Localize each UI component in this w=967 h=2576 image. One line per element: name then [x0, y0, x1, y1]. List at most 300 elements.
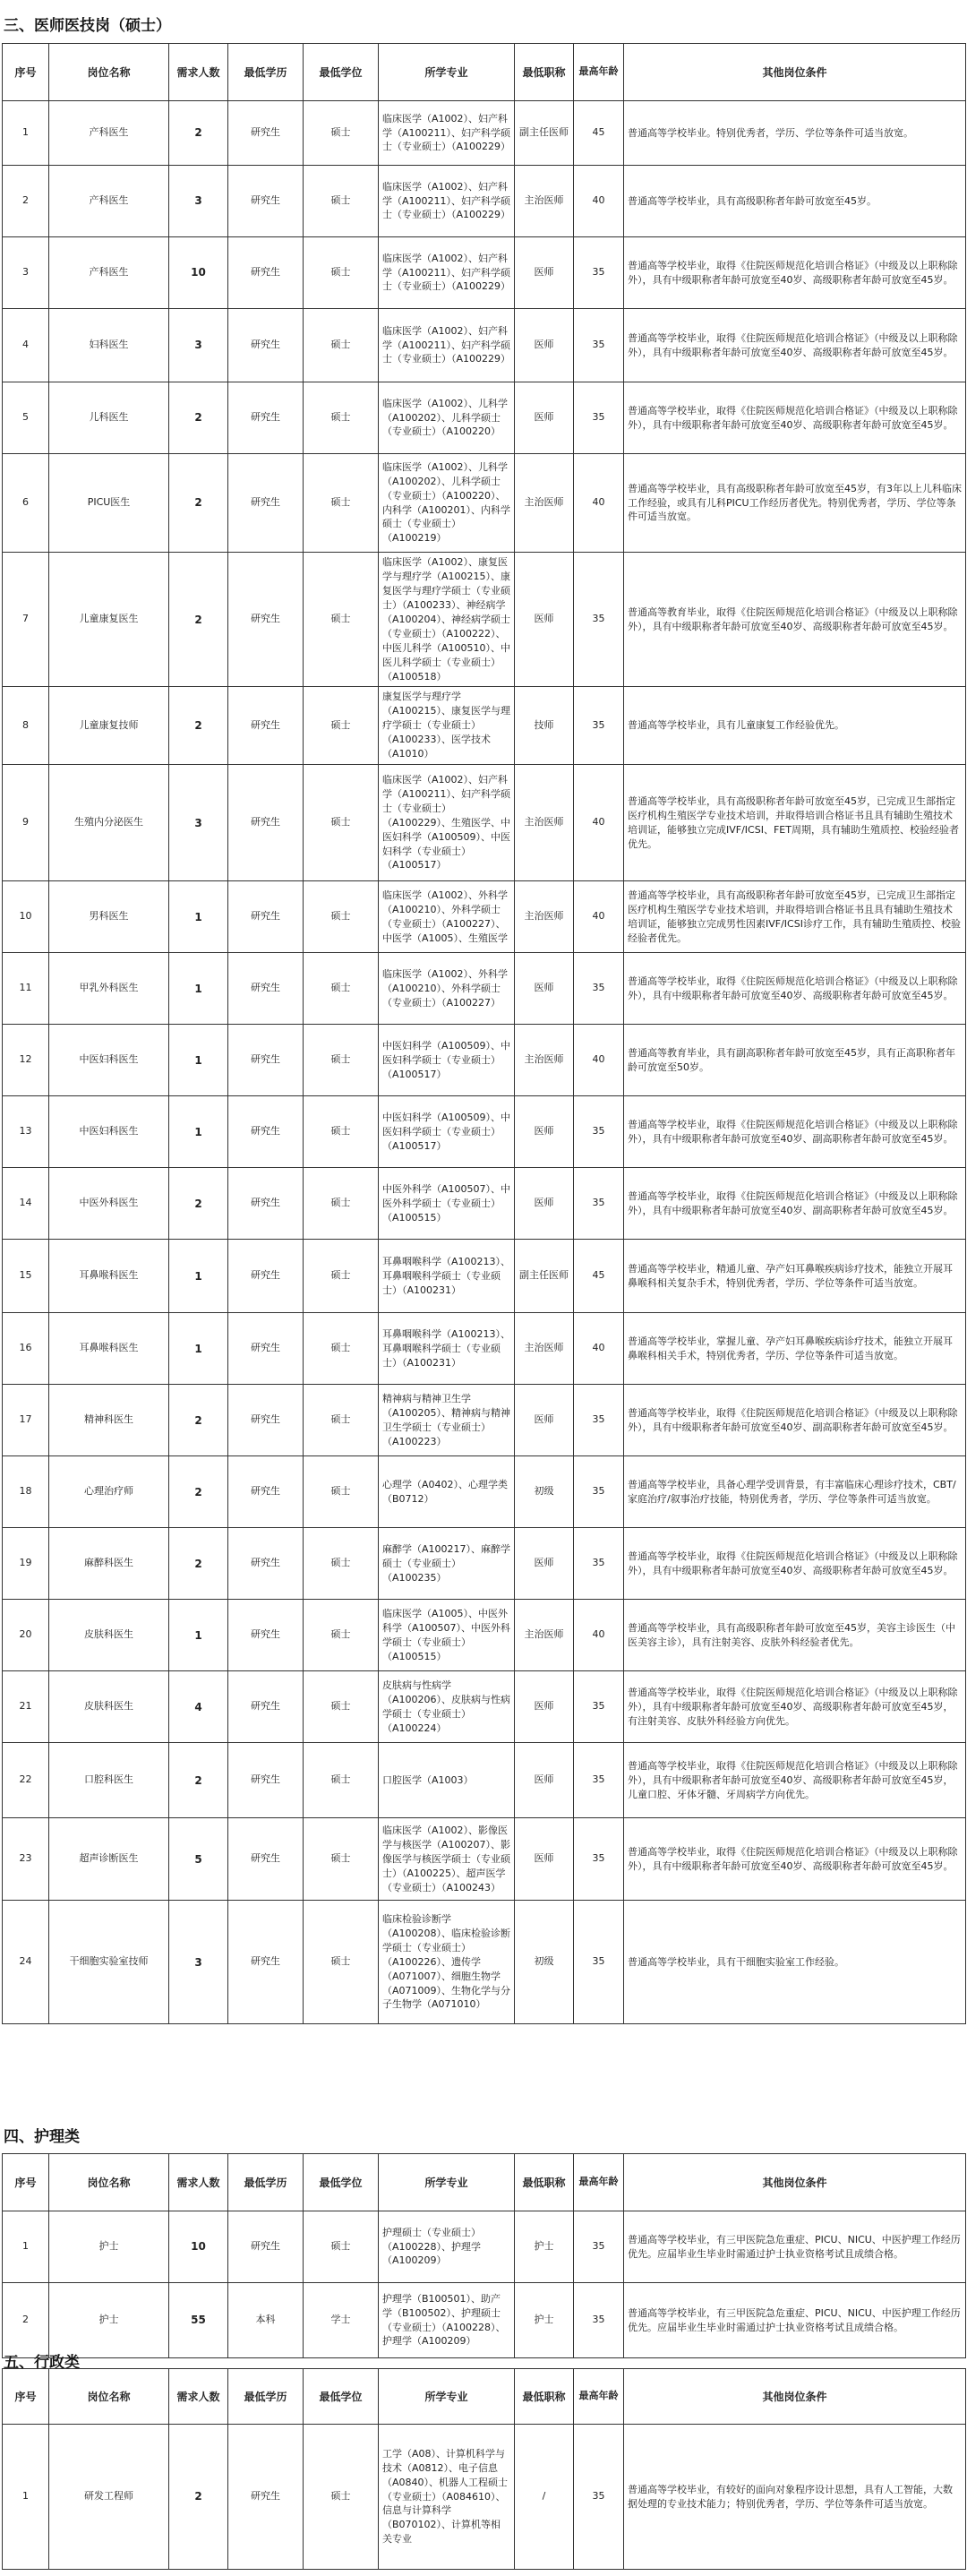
seq-cell: 17 [3, 1385, 49, 1456]
degree-cell: 硕士 [304, 2425, 379, 2570]
other-cell: 普通高等学校毕业，取得《住院医师规范化培训合格证》（中级及以上职称除外），具有中级职称者年龄可放宽至40岁、高级职称者年龄可放宽至45岁。 [624, 309, 966, 382]
other-cell: 普通高等学校毕业，取得《住院医师规范化培训合格证》（中级及以上职称除外），具有中级职称者年龄可放宽至40岁、高级职称者年龄可放宽至45岁。 [624, 237, 966, 309]
degree-cell: 硕士 [304, 166, 379, 237]
major-cell: 口腔医学（A1003） [379, 1743, 515, 1818]
title-cell: 主治医师 [515, 166, 574, 237]
count-cell: 2 [169, 553, 228, 687]
education-cell: 研究生 [228, 765, 304, 881]
title-cell: 医师 [515, 237, 574, 309]
education-cell: 研究生 [228, 1818, 304, 1901]
title-cell: 副主任医师 [515, 1240, 574, 1313]
header-title: 最低职称 [515, 44, 574, 101]
count-cell: 2 [169, 687, 228, 765]
degree-cell: 硕士 [304, 2211, 379, 2283]
age-cell: 40 [574, 1600, 624, 1671]
title-cell: 主治医师 [515, 1313, 574, 1385]
table-row [3, 765, 966, 881]
age-cell: 35 [574, 953, 624, 1025]
education-cell: 研究生 [228, 1671, 304, 1743]
table-row [3, 382, 966, 454]
degree-cell: 硕士 [304, 1818, 379, 1901]
other-cell: 普通高等教育毕业，具有副高职称者年龄可放宽至45岁，具有正高职称者年龄可放宽至50岁。 [624, 1025, 966, 1096]
major-cell: 临床医学（A1002）、外科学（A100210）、外科学硕士（专业硕士）（A100227）、中医学（A1005）、生殖医学 [379, 881, 515, 953]
education-cell: 研究生 [228, 553, 304, 687]
seq-cell: 12 [3, 1025, 49, 1096]
header-age: 最高年龄 [574, 44, 624, 101]
table-row [3, 2425, 966, 2570]
header-education: 最低学历 [228, 2154, 304, 2211]
header-count: 需求人数 [169, 2154, 228, 2211]
header-degree: 最低学位 [304, 2154, 379, 2211]
position-cell: 产科医生 [49, 101, 169, 166]
position-cell: 甲乳外科医生 [49, 953, 169, 1025]
header-seq: 序号 [3, 2369, 49, 2425]
header-title: 最低职称 [515, 2154, 574, 2211]
title-cell: 医师 [515, 1818, 574, 1901]
age-cell: 35 [574, 2211, 624, 2283]
position-cell: PICU医生 [49, 454, 169, 553]
major-cell: 临床医学（A1002）、妇产科学（A100211）、妇产科学硕士（专业硕士）（A100229） [379, 309, 515, 382]
header-age: 最高年龄 [574, 2154, 624, 2211]
title-cell: 医师 [515, 1168, 574, 1240]
table-row [3, 1671, 966, 1743]
title-cell: 护士 [515, 2211, 574, 2283]
header-major: 所学专业 [379, 44, 515, 101]
seq-cell: 6 [3, 454, 49, 553]
count-cell: 1 [169, 1240, 228, 1313]
section-title-physician: 三、医师医技岗（硕士） [4, 17, 171, 35]
count-cell: 2 [169, 382, 228, 454]
seq-cell: 20 [3, 1600, 49, 1671]
table-row [3, 1385, 966, 1456]
major-cell: 康复医学与理疗学（A100215）、康复医学与理疗学硕士（专业硕士）（A100233）、医学技术（A1010） [379, 687, 515, 765]
count-cell: 2 [169, 1743, 228, 1818]
table-row [3, 2211, 966, 2283]
title-cell: 医师 [515, 1671, 574, 1743]
title-cell: 主治医师 [515, 1600, 574, 1671]
table-row [3, 1528, 966, 1600]
title-cell: 主治医师 [515, 1025, 574, 1096]
education-cell: 研究生 [228, 1385, 304, 1456]
header-other: 其他岗位条件 [624, 2154, 966, 2211]
major-cell: 皮肤病与性病学（A100206）、皮肤病与性病学硕士（专业硕士）（A100224） [379, 1671, 515, 1743]
seq-cell: 1 [3, 101, 49, 166]
major-cell: 精神病与精神卫生学（A100205）、精神病与精神卫生学硕士（专业硕士）（A100223） [379, 1385, 515, 1456]
age-cell: 35 [574, 1456, 624, 1528]
other-cell: 普通高等学校毕业，具有儿童康复工作经验优先。 [624, 687, 966, 765]
degree-cell: 硕士 [304, 1385, 379, 1456]
other-cell: 普通高等学校毕业，取得《住院医师规范化培训合格证》（中级及以上职称除外），具有中级职称者年龄可放宽至40岁、高级职称者年龄可放宽至45岁。 [624, 1528, 966, 1600]
other-cell: 普通高等学校毕业。特别优秀者，学历、学位等条件可适当放宽。 [624, 101, 966, 166]
education-cell: 研究生 [228, 687, 304, 765]
education-cell: 研究生 [228, 1168, 304, 1240]
position-cell: 心理治疗师 [49, 1456, 169, 1528]
education-cell: 研究生 [228, 101, 304, 166]
degree-cell: 硕士 [304, 687, 379, 765]
title-cell: 医师 [515, 1528, 574, 1600]
other-cell: 普通高等学校毕业，有三甲医院急危重症、PICU、NICU、中医护理工作经历优先。应届毕业生毕业时需通过护士执业资格考试且成绩合格。 [624, 2211, 966, 2283]
count-cell: 2 [169, 1528, 228, 1600]
major-cell: 中医妇科学（A100509）、中医妇科学硕士（专业硕士）（A100517） [379, 1096, 515, 1168]
age-cell: 45 [574, 101, 624, 166]
education-cell: 研究生 [228, 454, 304, 553]
age-cell: 35 [574, 2425, 624, 2570]
table-row [3, 1456, 966, 1528]
table-row [3, 1168, 966, 1240]
major-cell: 临床医学（A1002）、影像医学与核医学（A100207）、影像医学与核医学硕士（专业硕士）（A100225）、超声医学（专业硕士）（A100243） [379, 1818, 515, 1901]
count-cell: 2 [169, 2425, 228, 2570]
degree-cell: 硕士 [304, 765, 379, 881]
physician-table [2, 43, 966, 2024]
header-education: 最低学历 [228, 44, 304, 101]
section-title-nursing: 四、护理类 [4, 2128, 80, 2146]
title-cell: 医师 [515, 309, 574, 382]
degree-cell: 硕士 [304, 881, 379, 953]
seq-cell: 8 [3, 687, 49, 765]
position-cell: 口腔科医生 [49, 1743, 169, 1818]
education-cell: 研究生 [228, 382, 304, 454]
other-cell: 普通高等学校毕业，取得《住院医师规范化培训合格证》（中级及以上职称除外），具有中级职称者年龄可放宽至40岁、副高职称者年龄可放宽至45岁。 [624, 1096, 966, 1168]
degree-cell: 硕士 [304, 309, 379, 382]
age-cell: 40 [574, 1025, 624, 1096]
header-other: 其他岗位条件 [624, 44, 966, 101]
header-major: 所学专业 [379, 2369, 515, 2425]
count-cell: 1 [169, 953, 228, 1025]
title-cell: 主治医师 [515, 881, 574, 953]
position-cell: 护士 [49, 2283, 169, 2358]
table-row [3, 881, 966, 953]
age-cell: 35 [574, 1901, 624, 2024]
table-row [3, 1240, 966, 1313]
position-cell: 中医妇科医生 [49, 1025, 169, 1096]
table-row [3, 1600, 966, 1671]
table-row [3, 1313, 966, 1385]
title-cell: 技师 [515, 687, 574, 765]
age-cell: 35 [574, 237, 624, 309]
count-cell: 3 [169, 309, 228, 382]
table-header-row [3, 44, 966, 101]
header-age: 最高年龄 [574, 2369, 624, 2425]
seq-cell: 21 [3, 1671, 49, 1743]
major-cell: 临床医学（A1002）、儿科学（A100202）、儿科学硕士（专业硕士）（A100220）、内科学（A100201）、内科学硕士（专业硕士）（A100219） [379, 454, 515, 553]
other-cell: 普通高等学校毕业，具有干细胞实验室工作经验。 [624, 1901, 966, 2024]
table-row [3, 553, 966, 687]
age-cell: 35 [574, 309, 624, 382]
header-seq: 序号 [3, 2154, 49, 2211]
seq-cell: 5 [3, 382, 49, 454]
table-row [3, 1096, 966, 1168]
count-cell: 1 [169, 1600, 228, 1671]
education-cell: 研究生 [228, 953, 304, 1025]
header-seq: 序号 [3, 44, 49, 101]
title-cell: 初级 [515, 1456, 574, 1528]
major-cell: 临床医学（A1002）、儿科学（A100202）、儿科学硕士（专业硕士）（A100220） [379, 382, 515, 454]
degree-cell: 硕士 [304, 237, 379, 309]
title-cell: 医师 [515, 953, 574, 1025]
table-row [3, 1901, 966, 2024]
major-cell: 麻醉学（A100217）、麻醉学硕士（专业硕士）（A100235） [379, 1528, 515, 1600]
seq-cell: 1 [3, 2425, 49, 2570]
major-cell: 临床检验诊断学（A100208）、临床检验诊断学硕士（专业硕士）（A100226）、遗传学（A071007）、细胞生物学（A071009）、生物化学与分子生物学（A071010） [379, 1901, 515, 2024]
seq-cell: 2 [3, 2283, 49, 2358]
degree-cell: 硕士 [304, 454, 379, 553]
admin-table [2, 2368, 966, 2570]
position-cell: 护士 [49, 2211, 169, 2283]
seq-cell: 22 [3, 1743, 49, 1818]
header-position: 岗位名称 [49, 44, 169, 101]
degree-cell: 硕士 [304, 1743, 379, 1818]
education-cell: 研究生 [228, 1743, 304, 1818]
other-cell: 普通高等学校毕业，取得《住院医师规范化培训合格证》（中级及以上职称除外），具有中级职称者年龄可放宽至40岁、副高职称者年龄可放宽至45岁。 [624, 1168, 966, 1240]
table-row [3, 2283, 966, 2358]
education-cell: 研究生 [228, 1600, 304, 1671]
education-cell: 研究生 [228, 881, 304, 953]
seq-cell: 11 [3, 953, 49, 1025]
degree-cell: 硕士 [304, 1528, 379, 1600]
position-cell: 产科医生 [49, 237, 169, 309]
degree-cell: 硕士 [304, 953, 379, 1025]
header-position: 岗位名称 [49, 2154, 169, 2211]
position-cell: 皮肤科医生 [49, 1600, 169, 1671]
other-cell: 普通高等学校毕业，具有高级职称者年龄可放宽至45岁，已完成卫生部指定医疗机构生殖医学专业技术培训，并取得培训合格证书且具有辅助生殖技术培训证，能够独立完成IVF/ICSI、FET周期，具有辅助生殖质控、校验经验者优先。 [624, 765, 966, 881]
other-cell: 普通高等学校毕业，取得《住院医师规范化培训合格证》（中级及以上职称除外），具有中级职称者年龄可放宽至40岁、高级职称者年龄可放宽至45岁。 [624, 953, 966, 1025]
age-cell: 35 [574, 1096, 624, 1168]
major-cell: 临床医学（A1002）、妇产科学（A100211）、妇产科学硕士（专业硕士）（A100229）、生殖医学、中医妇科学（A100509）、中医妇科学（专业硕士）（A100517） [379, 765, 515, 881]
education-cell: 研究生 [228, 1240, 304, 1313]
education-cell: 研究生 [228, 1025, 304, 1096]
seq-cell: 15 [3, 1240, 49, 1313]
degree-cell: 硕士 [304, 101, 379, 166]
age-cell: 35 [574, 382, 624, 454]
major-cell: 临床医学（A1002）、妇产科学（A100211）、妇产科学硕士（专业硕士）（A100229） [379, 237, 515, 309]
seq-cell: 13 [3, 1096, 49, 1168]
position-cell: 干细胞实验室技师 [49, 1901, 169, 2024]
other-cell: 普通高等学校毕业，精通儿童、孕产妇耳鼻喉疾病诊疗技术，能独立开展耳鼻喉科相关复杂手术，特别优秀者，学历、学位等条件可适当放宽。 [624, 1240, 966, 1313]
education-cell: 研究生 [228, 2425, 304, 2570]
major-cell: 护理硕士（专业硕士）（A100228）、护理学（A100209） [379, 2211, 515, 2283]
header-count: 需求人数 [169, 44, 228, 101]
position-cell: 皮肤科医生 [49, 1671, 169, 1743]
age-cell: 35 [574, 553, 624, 687]
major-cell: 护理学（B100501）、助产学（B100502）、护理硕士（专业硕士）（A100228）、护理学（A100209） [379, 2283, 515, 2358]
count-cell: 4 [169, 1671, 228, 1743]
age-cell: 35 [574, 687, 624, 765]
table-row [3, 687, 966, 765]
age-cell: 35 [574, 1671, 624, 1743]
title-cell: 护士 [515, 2283, 574, 2358]
section-title-admin: 五、行政类 [4, 2354, 80, 2372]
position-cell: 研发工程师 [49, 2425, 169, 2570]
table-row [3, 1025, 966, 1096]
position-cell: 耳鼻喉科医生 [49, 1240, 169, 1313]
seq-cell: 16 [3, 1313, 49, 1385]
other-cell: 普通高等学校毕业，取得《住院医师规范化培训合格证》（中级及以上职称除外），具有中级职称者年龄可放宽至40岁、高级职称者年龄可放宽至45岁，有注射美容、皮肤外科经验方向优先。 [624, 1671, 966, 1743]
count-cell: 10 [169, 2211, 228, 2283]
age-cell: 35 [574, 2283, 624, 2358]
age-cell: 35 [574, 1528, 624, 1600]
title-cell: / [515, 2425, 574, 2570]
seq-cell: 3 [3, 237, 49, 309]
education-cell: 研究生 [228, 237, 304, 309]
seq-cell: 23 [3, 1818, 49, 1901]
seq-cell: 14 [3, 1168, 49, 1240]
title-cell: 初级 [515, 1901, 574, 2024]
table-header-row [3, 2369, 966, 2425]
position-cell: 儿童康复医生 [49, 553, 169, 687]
count-cell: 2 [169, 1456, 228, 1528]
major-cell: 中医外科学（A100507）、中医外科学硕士（专业硕士）（A100515） [379, 1168, 515, 1240]
seq-cell: 7 [3, 553, 49, 687]
other-cell: 普通高等学校毕业，取得《住院医师规范化培训合格证》（中级及以上职称除外），具有中级职称者年龄可放宽至40岁、高级职称者年龄可放宽至45岁，儿童口腔、牙体牙髓、牙周病学方向优先。 [624, 1743, 966, 1818]
seq-cell: 4 [3, 309, 49, 382]
header-major: 所学专业 [379, 2154, 515, 2211]
age-cell: 35 [574, 1818, 624, 1901]
major-cell: 工学（A08）、计算机科学与技术（A0812）、电子信息（A0840）、机器人工程硕士（专业硕士）（A084610）、信息与计算科学（B070102）、计算机等相关专业 [379, 2425, 515, 2570]
table-row [3, 454, 966, 553]
position-cell: 精神科医生 [49, 1385, 169, 1456]
count-cell: 1 [169, 1313, 228, 1385]
table-row [3, 237, 966, 309]
header-count: 需求人数 [169, 2369, 228, 2425]
title-cell: 医师 [515, 1385, 574, 1456]
table-row [3, 1818, 966, 1901]
title-cell: 主治医师 [515, 765, 574, 881]
count-cell: 2 [169, 1168, 228, 1240]
position-cell: 生殖内分泌医生 [49, 765, 169, 881]
table-row [3, 101, 966, 166]
count-cell: 1 [169, 881, 228, 953]
position-cell: 麻醉科医生 [49, 1528, 169, 1600]
degree-cell: 硕士 [304, 1901, 379, 2024]
count-cell: 1 [169, 1096, 228, 1168]
age-cell: 40 [574, 166, 624, 237]
position-cell: 男科医生 [49, 881, 169, 953]
degree-cell: 硕士 [304, 1456, 379, 1528]
header-title: 最低职称 [515, 2369, 574, 2425]
seq-cell: 19 [3, 1528, 49, 1600]
other-cell: 普通高等学校毕业，取得《住院医师规范化培训合格证》（中级及以上职称除外），具有中级职称者年龄可放宽至40岁、副高职称者年龄可放宽至45岁。 [624, 1385, 966, 1456]
age-cell: 40 [574, 454, 624, 553]
major-cell: 临床医学（A1002）、妇产科学（A100211）、妇产科学硕士（专业硕士）（A100229） [379, 101, 515, 166]
position-cell: 妇科医生 [49, 309, 169, 382]
count-cell: 2 [169, 101, 228, 166]
education-cell: 研究生 [228, 1456, 304, 1528]
seq-cell: 10 [3, 881, 49, 953]
title-cell: 主治医师 [515, 454, 574, 553]
other-cell: 普通高等学校毕业，取得《住院医师规范化培训合格证》（中级及以上职称除外），具有中级职称者年龄可放宽至40岁、高级职称者年龄可放宽至45岁。 [624, 1818, 966, 1901]
other-cell: 普通高等学校毕业，具有高级职称者年龄可放宽至45岁。 [624, 166, 966, 237]
seq-cell: 18 [3, 1456, 49, 1528]
major-cell: 中医妇科学（A100509）、中医妇科学硕士（专业硕士）（A100517） [379, 1025, 515, 1096]
title-cell: 副主任医师 [515, 101, 574, 166]
table-row [3, 309, 966, 382]
nursing-table [2, 2153, 966, 2358]
age-cell: 40 [574, 881, 624, 953]
count-cell: 55 [169, 2283, 228, 2358]
age-cell: 40 [574, 765, 624, 881]
degree-cell: 硕士 [304, 1240, 379, 1313]
major-cell: 临床医学（A1002）、妇产科学（A100211）、妇产科学硕士（专业硕士）（A100229） [379, 166, 515, 237]
age-cell: 35 [574, 1168, 624, 1240]
age-cell: 35 [574, 1743, 624, 1818]
education-cell: 研究生 [228, 1096, 304, 1168]
position-cell: 产科医生 [49, 166, 169, 237]
table-row [3, 953, 966, 1025]
major-cell: 临床医学（A1005）、中医外科学（A100507）、中医外科学硕士（专业硕士）（A100515） [379, 1600, 515, 1671]
other-cell: 普通高等学校毕业，取得《住院医师规范化培训合格证》（中级及以上职称除外），具有中级职称者年龄可放宽至40岁、高级职称者年龄可放宽至45岁。 [624, 382, 966, 454]
other-cell: 普通高等教育毕业，取得《住院医师规范化培训合格证》（中级及以上职称除外），具有中级职称者年龄可放宽至40岁、高级职称者年龄可放宽至45岁。 [624, 553, 966, 687]
count-cell: 3 [169, 765, 228, 881]
other-cell: 普通高等学校毕业，具有高级职称者年龄可放宽至45岁，美容主诊医生（中医美容主诊），具有注射美容、皮肤外科经验者优先。 [624, 1600, 966, 1671]
degree-cell: 硕士 [304, 1600, 379, 1671]
degree-cell: 硕士 [304, 1025, 379, 1096]
position-cell: 耳鼻喉科医生 [49, 1313, 169, 1385]
degree-cell: 硕士 [304, 1313, 379, 1385]
position-cell: 超声诊断医生 [49, 1818, 169, 1901]
title-cell: 医师 [515, 382, 574, 454]
header-other: 其他岗位条件 [624, 2369, 966, 2425]
position-cell: 中医外科医生 [49, 1168, 169, 1240]
title-cell: 医师 [515, 1096, 574, 1168]
major-cell: 耳鼻咽喉科学（A100213）、耳鼻咽喉科学硕士（专业硕士）（A100231） [379, 1240, 515, 1313]
major-cell: 临床医学（A1002）、外科学（A100210）、外科学硕士（专业硕士）（A100227） [379, 953, 515, 1025]
degree-cell: 硕士 [304, 1096, 379, 1168]
seq-cell: 24 [3, 1901, 49, 2024]
table-row [3, 1743, 966, 1818]
position-cell: 儿科医生 [49, 382, 169, 454]
education-cell: 研究生 [228, 309, 304, 382]
age-cell: 45 [574, 1240, 624, 1313]
header-education: 最低学历 [228, 2369, 304, 2425]
other-cell: 普通高等学校毕业，有较好的面向对象程序设计思想，具有人工智能，大数据处理的专业技术能力；特别优秀者，学历、学位等条件可适当放宽。 [624, 2425, 966, 2570]
count-cell: 2 [169, 454, 228, 553]
header-degree: 最低学位 [304, 2369, 379, 2425]
seq-cell: 1 [3, 2211, 49, 2283]
count-cell: 3 [169, 1901, 228, 2024]
age-cell: 40 [574, 1313, 624, 1385]
major-cell: 心理学（A0402）、心理学类（B0712） [379, 1456, 515, 1528]
other-cell: 普通高等学校毕业，具有高级职称者年龄可放宽至45岁，已完成卫生部指定医疗机构生殖医学专业技术培训，并取得培训合格证书且具有辅助生殖技术培训证，能够独立完成男性因素IVF/ICSI诊疗工作，具有辅助生殖质控、校验经验者优先。 [624, 881, 966, 953]
education-cell: 研究生 [228, 1313, 304, 1385]
position-cell: 儿童康复技师 [49, 687, 169, 765]
table-row [3, 166, 966, 237]
age-cell: 35 [574, 1385, 624, 1456]
seq-cell: 2 [3, 166, 49, 237]
education-cell: 研究生 [228, 166, 304, 237]
other-cell: 普通高等学校毕业，有三甲医院急危重症、PICU、NICU、中医护理工作经历优先。应届毕业生毕业时需通过护士执业资格考试且成绩合格。 [624, 2283, 966, 2358]
degree-cell: 硕士 [304, 553, 379, 687]
degree-cell: 学士 [304, 2283, 379, 2358]
count-cell: 10 [169, 237, 228, 309]
header-degree: 最低学位 [304, 44, 379, 101]
other-cell: 普通高等学校毕业，掌握儿童、孕产妇耳鼻喉疾病诊疗技术，能独立开展耳鼻喉科相关手术，特别优秀者，学历、学位等条件可适当放宽。 [624, 1313, 966, 1385]
major-cell: 临床医学（A1002）、康复医学与理疗学（A100215）、康复医学与理疗学硕士（专业硕士）（A100233）、神经病学（A100204）、神经病学硕士（专业硕士）（A100222）、中医儿科学（A100510）、中医儿科学硕士（专业硕士）（A100518） [379, 553, 515, 687]
count-cell: 5 [169, 1818, 228, 1901]
degree-cell: 硕士 [304, 382, 379, 454]
count-cell: 3 [169, 166, 228, 237]
count-cell: 2 [169, 1385, 228, 1456]
education-cell: 研究生 [228, 1528, 304, 1600]
education-cell: 研究生 [228, 1901, 304, 2024]
major-cell: 耳鼻咽喉科学（A100213）、耳鼻咽喉科学硕士（专业硕士）（A100231） [379, 1313, 515, 1385]
table-header-row [3, 2154, 966, 2211]
degree-cell: 硕士 [304, 1168, 379, 1240]
title-cell: 医师 [515, 1743, 574, 1818]
seq-cell: 9 [3, 765, 49, 881]
other-cell: 普通高等学校毕业，具有高级职称者年龄可放宽至45岁，有3年以上儿科临床工作经验，或具有儿科PICU工作经历者优先。特别优秀者，学历、学位等条件可适当放宽。 [624, 454, 966, 553]
count-cell: 1 [169, 1025, 228, 1096]
header-position: 岗位名称 [49, 2369, 169, 2425]
